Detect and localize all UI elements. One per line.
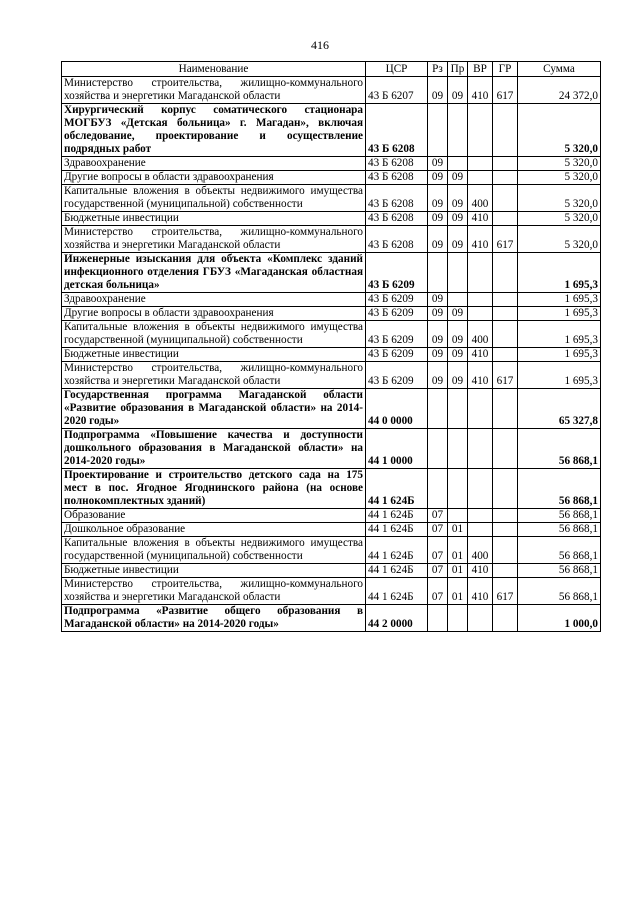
row-gr-cell (493, 429, 518, 469)
row-pr-cell: 09 (448, 171, 468, 185)
row-vr-cell (468, 429, 493, 469)
row-vr-cell (468, 605, 493, 632)
row-gr-cell (493, 157, 518, 171)
row-sum-cell: 24 372,0 (518, 77, 601, 104)
row-pr-cell (448, 605, 468, 632)
row-csr-cell: 43 Б 6208 (366, 185, 428, 212)
row-csr-cell: 44 1 624Б (366, 523, 428, 537)
row-vr-cell: 410 (468, 578, 493, 605)
table-row (62, 537, 601, 564)
table-row (62, 321, 601, 348)
row-rz-cell (428, 389, 448, 429)
row-name-cell: Министерство строительства, жилищно-коммунального хозяйства и энергетики Магаданской области (62, 77, 366, 104)
row-rz-cell: 09 (428, 307, 448, 321)
row-rz-cell: 09 (428, 77, 448, 104)
row-vr-cell (468, 293, 493, 307)
table-row (62, 389, 601, 429)
column-header-pr: Пр (448, 62, 468, 77)
row-csr-cell: 43 Б 6209 (366, 362, 428, 389)
row-pr-cell (448, 429, 468, 469)
row-sum-cell: 5 320,0 (518, 226, 601, 253)
row-rz-cell: 09 (428, 157, 448, 171)
row-vr-cell (468, 253, 493, 293)
row-csr-cell: 43 Б 6208 (366, 212, 428, 226)
row-gr-cell: 617 (493, 226, 518, 253)
table-row (62, 564, 601, 578)
row-csr-cell: 44 0 0000 (366, 389, 428, 429)
table-body (62, 77, 601, 632)
row-sum-cell: 5 320,0 (518, 157, 601, 171)
row-rz-cell: 09 (428, 171, 448, 185)
row-gr-cell (493, 564, 518, 578)
row-name-cell: Здравоохранение (62, 157, 366, 171)
row-gr-cell (493, 348, 518, 362)
row-csr-cell: 44 1 624Б (366, 469, 428, 509)
row-name-cell: Бюджетные инвестиции (62, 348, 366, 362)
row-rz-cell: 09 (428, 293, 448, 307)
row-pr-cell: 09 (448, 185, 468, 212)
row-csr-cell: 44 2 0000 (366, 605, 428, 632)
table-row (62, 605, 601, 632)
row-name-cell: Министерство строительства, жилищно-коммунального хозяйства и энергетики Магаданской области (62, 578, 366, 605)
table-row (62, 578, 601, 605)
row-pr-cell: 09 (448, 212, 468, 226)
row-sum-cell: 1 000,0 (518, 605, 601, 632)
row-pr-cell (448, 104, 468, 157)
row-rz-cell: 07 (428, 537, 448, 564)
table-row (62, 362, 601, 389)
row-pr-cell: 01 (448, 564, 468, 578)
row-csr-cell: 44 1 624Б (366, 578, 428, 605)
table-row (62, 469, 601, 509)
row-name-cell: Министерство строительства, жилищно-коммунального хозяйства и энергетики Магаданской области (62, 362, 366, 389)
row-gr-cell (493, 212, 518, 226)
row-rz-cell (428, 469, 448, 509)
row-gr-cell (493, 389, 518, 429)
row-csr-cell: 43 Б 6209 (366, 348, 428, 362)
row-gr-cell (493, 253, 518, 293)
row-sum-cell: 1 695,3 (518, 293, 601, 307)
row-sum-cell: 5 320,0 (518, 212, 601, 226)
row-vr-cell (468, 469, 493, 509)
table-row (62, 185, 601, 212)
row-rz-cell (428, 605, 448, 632)
budget-table (61, 61, 601, 632)
row-rz-cell: 09 (428, 348, 448, 362)
row-pr-cell: 09 (448, 362, 468, 389)
table-row (62, 429, 601, 469)
row-pr-cell: 09 (448, 321, 468, 348)
row-csr-cell: 44 1 0000 (366, 429, 428, 469)
row-sum-cell: 5 320,0 (518, 171, 601, 185)
table-row (62, 157, 601, 171)
row-vr-cell (468, 307, 493, 321)
row-vr-cell: 410 (468, 564, 493, 578)
row-gr-cell (493, 104, 518, 157)
row-sum-cell: 65 327,8 (518, 389, 601, 429)
row-sum-cell: 5 320,0 (518, 185, 601, 212)
row-rz-cell: 09 (428, 321, 448, 348)
row-sum-cell: 56 868,1 (518, 523, 601, 537)
column-header-vr: ВР (468, 62, 493, 77)
table-row (62, 171, 601, 185)
row-name-cell: Бюджетные инвестиции (62, 212, 366, 226)
row-csr-cell: 43 Б 6209 (366, 321, 428, 348)
table-row (62, 104, 601, 157)
row-pr-cell: 09 (448, 226, 468, 253)
row-sum-cell: 1 695,3 (518, 362, 601, 389)
column-header-rz: Рз (428, 62, 448, 77)
row-sum-cell: 5 320,0 (518, 104, 601, 157)
row-rz-cell: 09 (428, 362, 448, 389)
row-sum-cell: 56 868,1 (518, 509, 601, 523)
row-gr-cell (493, 321, 518, 348)
row-vr-cell (468, 509, 493, 523)
row-csr-cell: 43 Б 6209 (366, 293, 428, 307)
row-pr-cell (448, 389, 468, 429)
row-name-cell: Хирургический корпус соматического стационара МОГБУЗ «Детская больница» г. Магадан», включая обследование, проектирование и осуществление подрядных работ (62, 104, 366, 157)
row-sum-cell: 56 868,1 (518, 564, 601, 578)
row-rz-cell: 09 (428, 185, 448, 212)
row-vr-cell (468, 157, 493, 171)
row-name-cell: Министерство строительства, жилищно-коммунального хозяйства и энергетики Магаданской области (62, 226, 366, 253)
row-pr-cell (448, 509, 468, 523)
row-sum-cell: 1 695,3 (518, 307, 601, 321)
column-header-name: Наименование (62, 62, 366, 77)
row-name-cell: Подпрограмма «Повышение качества и доступности дошкольного образования в Магаданской области» на 2014-2020 годы» (62, 429, 366, 469)
row-vr-cell: 400 (468, 537, 493, 564)
row-gr-cell: 617 (493, 578, 518, 605)
row-csr-cell: 43 Б 6208 (366, 104, 428, 157)
table-header-row (62, 62, 601, 77)
row-vr-cell: 410 (468, 212, 493, 226)
row-sum-cell: 1 695,3 (518, 321, 601, 348)
row-name-cell: Другие вопросы в области здравоохранения (62, 307, 366, 321)
row-csr-cell: 43 Б 6209 (366, 307, 428, 321)
row-vr-cell: 410 (468, 348, 493, 362)
row-pr-cell: 09 (448, 348, 468, 362)
row-gr-cell: 617 (493, 362, 518, 389)
row-sum-cell: 56 868,1 (518, 429, 601, 469)
row-rz-cell: 09 (428, 226, 448, 253)
row-vr-cell (468, 389, 493, 429)
row-rz-cell: 09 (428, 212, 448, 226)
row-name-cell: Образование (62, 509, 366, 523)
row-sum-cell: 56 868,1 (518, 469, 601, 509)
table-row (62, 212, 601, 226)
table-row (62, 307, 601, 321)
row-gr-cell (493, 171, 518, 185)
row-pr-cell: 01 (448, 537, 468, 564)
table-row (62, 77, 601, 104)
row-name-cell: Другие вопросы в области здравоохранения (62, 171, 366, 185)
row-rz-cell (428, 429, 448, 469)
row-vr-cell (468, 171, 493, 185)
row-gr-cell: 617 (493, 77, 518, 104)
row-gr-cell (493, 185, 518, 212)
row-vr-cell: 400 (468, 321, 493, 348)
row-name-cell: Здравоохранение (62, 293, 366, 307)
row-name-cell: Дошкольное образование (62, 523, 366, 537)
row-pr-cell (448, 469, 468, 509)
row-name-cell: Капитальные вложения в объекты недвижимого имущества государственной (муниципальной) собственности (62, 185, 366, 212)
row-rz-cell (428, 104, 448, 157)
row-gr-cell (493, 293, 518, 307)
table-row (62, 509, 601, 523)
row-name-cell: Проектирование и строительство детского сада на 175 мест в пос. Ягодное Ягоднинского района (на основе полнокомплектных зданий) (62, 469, 366, 509)
row-rz-cell: 07 (428, 578, 448, 605)
row-csr-cell: 43 Б 6207 (366, 77, 428, 104)
row-sum-cell: 56 868,1 (518, 537, 601, 564)
row-vr-cell: 410 (468, 226, 493, 253)
row-csr-cell: 43 Б 6208 (366, 226, 428, 253)
column-header-gr: ГР (493, 62, 518, 77)
row-gr-cell (493, 469, 518, 509)
row-csr-cell: 43 Б 6208 (366, 171, 428, 185)
row-gr-cell (493, 523, 518, 537)
row-pr-cell (448, 157, 468, 171)
row-pr-cell: 01 (448, 523, 468, 537)
column-header-sum: Сумма (518, 62, 601, 77)
row-vr-cell: 410 (468, 77, 493, 104)
row-csr-cell: 44 1 624Б (366, 537, 428, 564)
table-row (62, 293, 601, 307)
column-header-csr: ЦСР (366, 62, 428, 77)
row-name-cell: Капитальные вложения в объекты недвижимого имущества государственной (муниципальной) собственности (62, 537, 366, 564)
row-rz-cell: 07 (428, 509, 448, 523)
table-row (62, 226, 601, 253)
row-name-cell: Государственная программа Магаданской области «Развитие образования в Магаданской области» на 2014-2020 годы» (62, 389, 366, 429)
row-name-cell: Капитальные вложения в объекты недвижимого имущества государственной (муниципальной) собственности (62, 321, 366, 348)
row-pr-cell: 01 (448, 578, 468, 605)
row-gr-cell (493, 537, 518, 564)
row-vr-cell: 400 (468, 185, 493, 212)
row-csr-cell: 43 Б 6208 (366, 157, 428, 171)
row-gr-cell (493, 307, 518, 321)
row-csr-cell: 43 Б 6209 (366, 253, 428, 293)
row-gr-cell (493, 509, 518, 523)
row-vr-cell (468, 523, 493, 537)
row-pr-cell: 09 (448, 77, 468, 104)
row-pr-cell (448, 293, 468, 307)
row-gr-cell (493, 605, 518, 632)
row-name-cell: Инженерные изыскания для объекта «Комплекс зданий инфекционного отделения ГБУЗ «Магаданская областная детская больница» (62, 253, 366, 293)
row-rz-cell (428, 253, 448, 293)
table-row (62, 253, 601, 293)
row-pr-cell: 09 (448, 307, 468, 321)
row-sum-cell: 1 695,3 (518, 348, 601, 362)
row-rz-cell: 07 (428, 523, 448, 537)
row-sum-cell: 56 868,1 (518, 578, 601, 605)
row-csr-cell: 44 1 624Б (366, 509, 428, 523)
row-vr-cell: 410 (468, 362, 493, 389)
page-number: 416 (311, 38, 329, 52)
row-name-cell: Бюджетные инвестиции (62, 564, 366, 578)
row-sum-cell: 1 695,3 (518, 253, 601, 293)
row-vr-cell (468, 104, 493, 157)
row-csr-cell: 44 1 624Б (366, 564, 428, 578)
row-name-cell: Подпрограмма «Развитие общего образования в Магаданской области» на 2014-2020 годы» (62, 605, 366, 632)
table-row (62, 348, 601, 362)
row-rz-cell: 07 (428, 564, 448, 578)
row-pr-cell (448, 253, 468, 293)
table-row (62, 523, 601, 537)
